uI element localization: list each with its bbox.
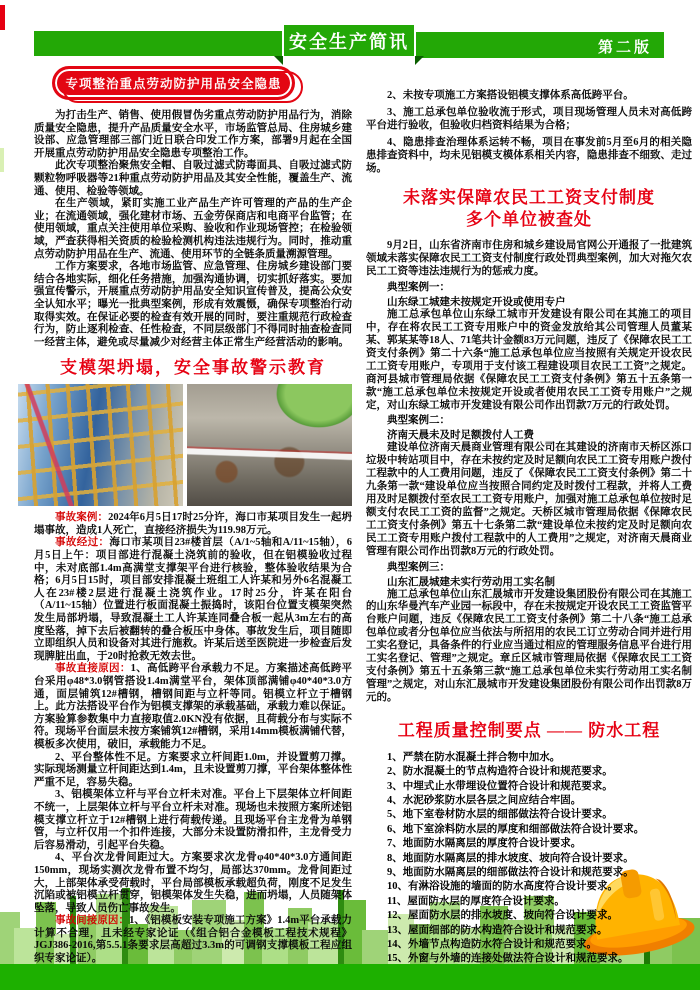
case-title: 山东绿工城建未按规定开设或使用专户 bbox=[387, 297, 566, 309]
accident-paragraph bbox=[34, 915, 352, 965]
paragraph-red-label: 事故案例： bbox=[55, 512, 109, 524]
paragraph-text: 2、平台整体性不足。方案要求立杆间距1.0m，并设置剪刀撑。实际现场测量立杆间距达到1.4m，且未设置剪刀撑，平台架体整体性严重不足，容易失稳。 bbox=[34, 751, 352, 788]
quality-item: 15、外窗与外墙的连接处做法符合设计和规范要求。 bbox=[387, 953, 629, 965]
accident-paragraph bbox=[34, 852, 352, 915]
quality-item: 8、地面防水隔离层的排水坡度、坡向符合设计要求。 bbox=[387, 852, 634, 864]
edition-label: 第二版 bbox=[597, 40, 652, 56]
intro-paragraph: 在生产领域，紧盯实施工业产品生产许可管理的产品的生产企业；在流通领域，强化建材市场、五金劳保商店和电商平台监管；在使用领域，重点关注使用单位采购、验收和作业现场管控；在检验领域，严查获得相关资质的检验检测机构违法违规行为。同时，推动重点劳动防护用品在生产、流通、使用环节的全链条质量溯源管理。 bbox=[34, 198, 352, 260]
intro-paragraph: 工作方案要求，各地市场监管、应急管理、住房城乡建设部门要结合各地实际，细化任务措施，加强沟通协调，切实抓好落实。要加强宣传警示，开展重点劳动防护用品安全知识宣传普及，提高公众安全认知水平；曝光一批典型案例，形成有效震慑，确保专项整治行动取得实效。在保证必要的检查有效开展的同时，要注重规范行政检查行为，防止逐利检查、任性检查，不同层级部门不得同时抽查检查同一经营主体，避免或尽量减少对经营主体正常生产经营活动的影响。 bbox=[34, 261, 352, 348]
quality-item: 3、中埋式止水带埋设位置符合设计和规范要求。 bbox=[387, 780, 613, 792]
left-column bbox=[34, 62, 352, 966]
quality-item: 1、严禁在防水混凝土拌合物中加水。 bbox=[387, 751, 561, 763]
wage-heading-line1: 未落实保障农民工工资支付制度 bbox=[403, 188, 655, 208]
case-title: 山东汇晟城建未实行劳动用工实名制 bbox=[387, 576, 555, 588]
quality-item: 7、地面防水隔离层的厚度符合设计要求。 bbox=[387, 838, 582, 850]
paragraph-text: 3、铝模架体立杆与平台立杆未对准。平台上下层架体立杆间距不统一，上层架体立杆与平台立杆未对准。现场也未按照方案所述铝模支撑立杆立于12#槽钢上进行荷载传递。且现场平台主龙骨为单钢管，与立杆仅用一个扣件连接，大部分未设置防滑扣件，主龙骨受力后容易滑动，引起平台失稳。 bbox=[34, 789, 352, 851]
cause-item: 3、施工总承包单位验收流于形式，项目现场管理人员未对高低跨平台进行验收，但验收归档资料结果为合格； bbox=[366, 106, 692, 131]
quality-item: 12、屋面防水层的排水坡度、坡向符合设计要求。 bbox=[387, 910, 618, 922]
wage-intro-paragraph: 9月2日，山东省济南市住房和城乡建设局官网公开通报了一批建筑领域未落实保障农民工工资支付制度行政处罚典型案例，加大对拖欠农民工工资等违法违规行为的惩戒力度。 bbox=[366, 240, 692, 278]
accident-section-heading: 支模架坍塌，安全事故警示教育 bbox=[60, 358, 326, 378]
paragraph-red-label: 事故间接原因： bbox=[55, 915, 130, 927]
quality-item: 10、有淋浴设施的墙面的防水高度符合设计要求。 bbox=[387, 881, 618, 893]
accident-paragraph bbox=[34, 789, 352, 852]
cause-item: 4、隐患排查治理体系运转不畅，项目在事发前5月至6月的相关隐患排查资料中，均未见铝模支模体系相关内容，隐患排查不细致、走过场。 bbox=[366, 136, 692, 174]
accident-paragraph bbox=[34, 512, 352, 537]
right-column bbox=[366, 90, 692, 967]
wage-heading-line2: 多个单位被查处 bbox=[466, 210, 592, 230]
paragraph-red-label: 事故直接原因： bbox=[55, 663, 131, 675]
collapsed-formwork-photo bbox=[187, 384, 352, 506]
masthead-bar-right bbox=[412, 32, 664, 58]
case-body: 施工总承包单位山东绿工城市开发建设有限公司在其施工的项目中，存在将农民工工资专用账户中的资金发放给其公司管理人员董某某、郭某某等18人、71笔共计金额83万元问题，违反了《保障农民工工资支付条例》第二十六条“施工总承包单位应当按照有关规定开设农民工工资专用账户，专项用于支付该工程建设项目农民工工资”之规定。商河县城市管理局依据《保障农民工工资支付条例》第五十五条第一款“施工总承包单位未按规定开设或者使用农民工工资专用账户”之规定，对山东绿工城市开发建设有限公司作出罚款7万元的行政处罚。 bbox=[366, 309, 692, 411]
quality-section-heading: 工程质量控制要点 —— 防水工程 bbox=[397, 720, 661, 740]
accident-photos bbox=[18, 384, 352, 506]
masthead-title-ribbon bbox=[282, 23, 416, 58]
newsletter-title: 安全生产简讯 bbox=[289, 31, 409, 52]
case-label: 典型案例二： bbox=[387, 415, 450, 427]
wage-section-heading bbox=[366, 187, 692, 231]
quality-item: 9、地面防水隔离层的细部做法符合设计和规范要求。 bbox=[387, 866, 634, 878]
paragraph-text: 1、《铝模板安装专项施工方案》1.4m平台承载力计算不合理，且未经专家论证（《组合铝合金模板工程技术规程》JGJ386-2016,第5.5.1条要求层高超过3.3m的可调钢支撑模板工程应组织专家论证）。 bbox=[34, 915, 353, 965]
intro-paragraph: 此次专项整治聚焦安全帽、自吸过滤式防毒面具、自吸过滤式防颗粒物呼吸器等21种重点劳动防护用品及其安全性能，覆盖生产、流通、使用、检验等领域。 bbox=[34, 160, 352, 197]
special-campaign-banner bbox=[52, 66, 295, 100]
paragraph-text: 1、高低跨平台承载力不足。方案描述高低跨平台采用φ48*3.0钢管搭设1.4m满堂平台，架体顶部满铺φ40*40*3.0方通，面层铺筑12#槽钢，槽钢间距与立杆等同。铝模立杆立于槽钢上。此方法搭设平台作为铝模支撑架的承载基础，承载力难以保证。方案验算参数集中力直接取值2.0KN没有依据，且荷载分布与实际不符。现场平台面层未按方案铺筑12#槽钢，采用14mm模板满铺代替，模板多次使用，破旧，承载能力不足。 bbox=[34, 663, 353, 750]
quality-item: 11、屋面防水层的厚度符合设计要求。 bbox=[387, 895, 565, 907]
quality-item: 5、地下室卷材防水层的细部做法符合设计要求。 bbox=[387, 809, 613, 821]
paragraph-text: 2024年6月5日17时25分许，海口市某项目发生一起坍塌事故，造成1人死亡，直接经济损失为119.98万元。 bbox=[34, 512, 353, 536]
scaffolding-site-photo bbox=[18, 384, 183, 506]
paragraph-text: 海口市某项目23#楼首层（A/1~5轴和A/11~15轴），6月5日上午：项目部进行混凝土浇筑前的验收，但在铝模验收过程中，未对底部1.4m高满堂支撑架平台进行核验，整体验收结果为合格；6月5日15时，项目部安排混凝土班组工人许某和另外6名混凝工人在23#楼2层进行混凝土浇筑作业。17时25分，许某在阳台（A/11~15轴）位置进行板面混凝土振捣时，该阳台位置支模架突然发生局部坍塌，导致混凝土工人许某连同叠合板一起从3m左右的高度坠落，掉下去后被翻转的叠合板压中身体。事故发生后，项目随即立即组织人员和设备对其进行施救。许某后送至医院进一步检查后发现脾脏出血，于20时抢救无效去世。 bbox=[34, 537, 352, 662]
case-label: 典型案例一： bbox=[387, 282, 450, 294]
quality-item: 14、外墙节点构造防水符合设计和规范要求。 bbox=[387, 939, 597, 950]
case-title: 济南天晨未及时足额拨付人工费 bbox=[387, 430, 534, 442]
paragraph-red-label: 事故经过： bbox=[55, 537, 110, 549]
case-body: 施工总承包单位山东汇晟城市开发建设集团股份有限公司在其施工的山东华曼汽车产业园一标段中，存在未按规定开设农民工工资监管平台账户问题，违反《保障农民工工资支付条例》第二十八条“施工总承包单位或者分包单位应当依法与所招用的农民工订立劳动合同并进行用工实名登记，具备条件的行业应当通过相应的管理服务信息平台进行用工实名登记、管理”之规定。章丘区城市管理局依据《保障农民工工资支付条例》第五十五条第三款“施工总承包单位未实行劳动用工实名制管理”之规定，对山东汇晟城市开发建设集团股份有限公司作出罚款8万元的。 bbox=[366, 588, 692, 703]
accident-paragraph bbox=[34, 663, 352, 751]
accident-paragraph bbox=[34, 752, 352, 790]
quality-item: 4、水泥砂浆防水层各层之间应结合牢固。 bbox=[387, 794, 582, 806]
quality-item: 2、防水混凝土的节点构造符合设计和规范要求。 bbox=[387, 766, 613, 778]
special-campaign-banner-text: 专项整治重点劳动防护用品安全隐患 bbox=[65, 77, 282, 91]
page-edge-red-mark bbox=[0, 5, 5, 30]
cause-item: 2、未按专项施工方案搭设铝模支撑体系高低跨平台。 bbox=[387, 90, 634, 101]
quality-item: 6、地下室涂料防水层的厚度和细部做法符合设计要求。 bbox=[387, 823, 645, 835]
masthead-bar-left bbox=[34, 31, 286, 56]
paragraph-text: 4、平台次龙骨间距过大。方案要求次龙骨φ40*40*3.0方通间距150mm，现场实测次龙骨布置不均匀，局部达370mm。龙骨间距过大，上部架体承受荷载时，平台局部模板承载超负荷，刚度不足发生沉陷或被铝模立杆贯穿，铝模架体发生失稳，进而坍塌，人员随架体坠落，导致人员伤亡事故发生。 bbox=[34, 852, 352, 914]
intro-paragraph: 为打击生产、销售、使用假冒伪劣重点劳动防护用品行为，消除质量安全隐患，提升产品质量安全水平，市场监管总局、住房城乡建设部、应急管理部三部门近日联合印发工作方案，部署9月起在全国开展重点劳动防护用品安全隐患专项整治工作。 bbox=[34, 110, 352, 159]
quality-item: 13、屋面细部的防水构造符合设计和规范要求。 bbox=[387, 924, 608, 936]
accident-paragraph bbox=[34, 537, 352, 663]
case-label: 典型案例三： bbox=[387, 561, 450, 573]
case-body: 建设单位济南天晨商业管理有限公司在其建设的济南市天桥区泺口垃圾中转站项目中，存在未按约定及时足额向农民工工资专用账户拨付工程款中的人工费用问题，违反了《保障农民工工资支付条例》第二十九条第一款“建设单位应当按照合同约定及时拨付工程款，并将人工费用及时足额拨付至农民工工资专用账户，加强对施工总承包单位按时足额支付农民工工资的监督”之规定。天桥区城市管理局依据《保障农民工工资支付条例》第五十七条第二款“建设单位未按约定及时足额向农民工工资专用账户拨付工程款中的人工费用”之规定，对济南天晨商业管理有限公司作出罚款8万元的行政处罚。 bbox=[366, 442, 692, 557]
page-edge-green-mark bbox=[0, 148, 4, 172]
